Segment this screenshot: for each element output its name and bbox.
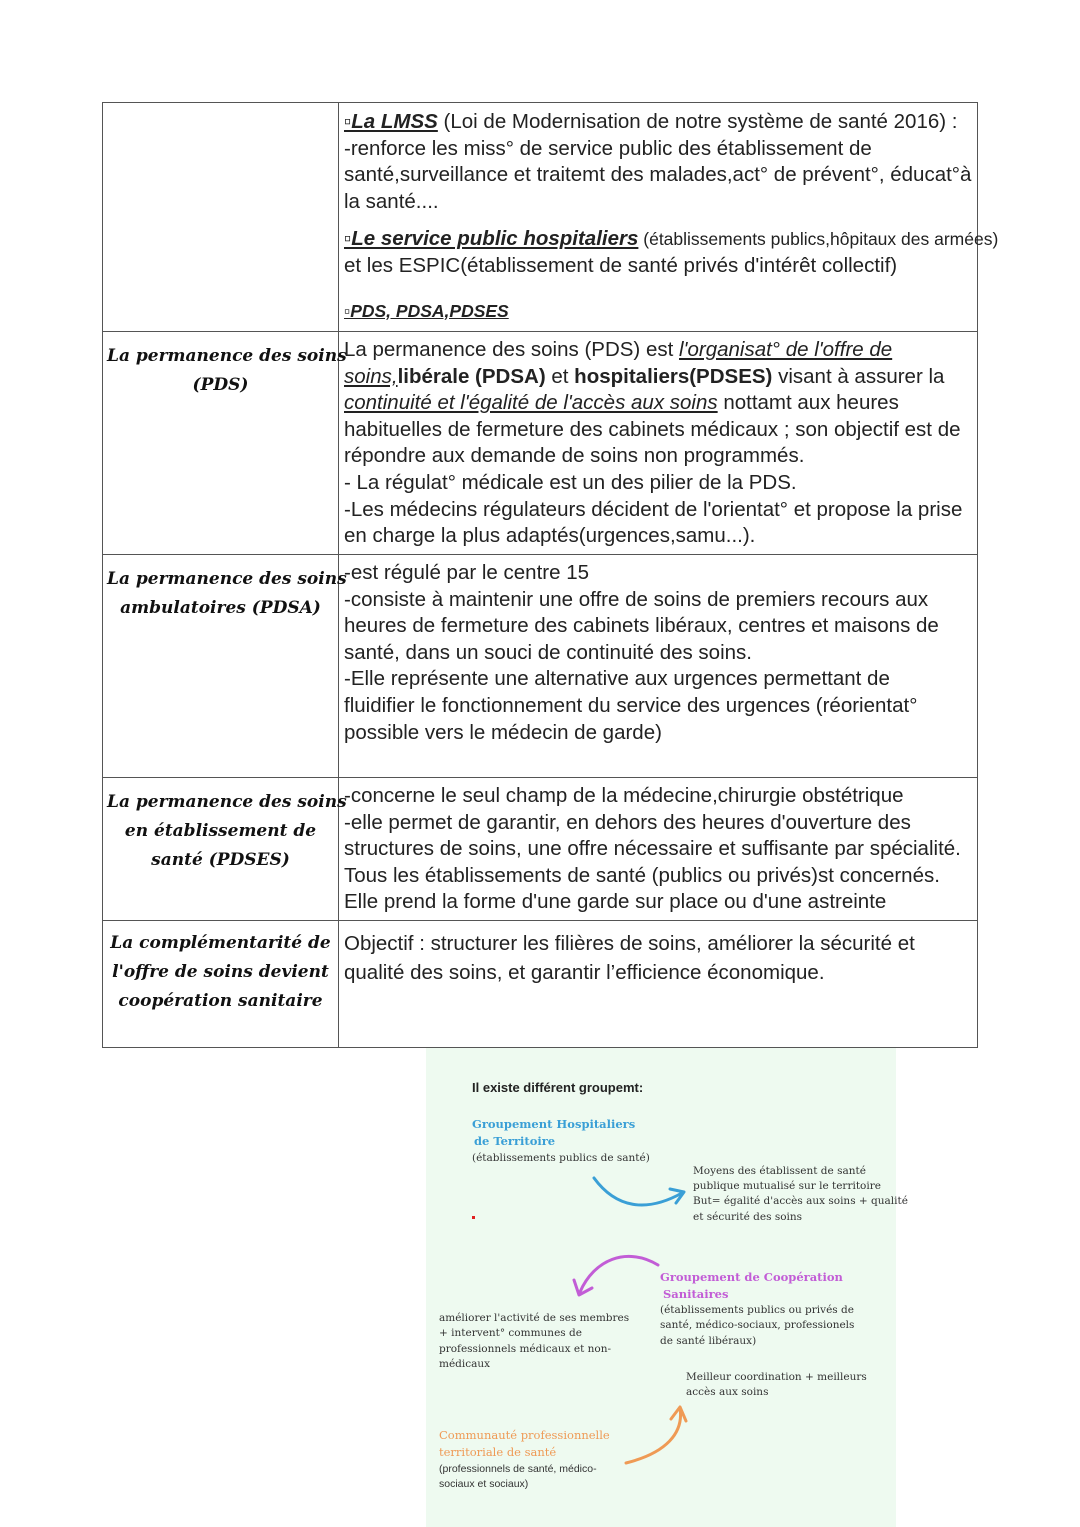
ght-title: de Territoire [474, 1134, 556, 1148]
title-line: coopération sanitaire [118, 991, 323, 1011]
content-line: -concerne le seul champ de la médecine,chirurgie obstétrique [344, 784, 904, 807]
table-row [103, 332, 978, 555]
ght-description: But= égalité d'accès aux soins + qualité [693, 1195, 908, 1207]
content-emphasis: l'organisat° de l'offre de [679, 338, 893, 361]
content-text: visant à assurer la [772, 364, 945, 388]
row-content [339, 778, 978, 921]
content-line: -Elle représente une alternative aux urgences permettant de [344, 667, 890, 691]
title-line: La complémentarité de [110, 933, 331, 953]
row-title-pdsa [103, 555, 347, 778]
lmss-label: ▫La LMSS [344, 110, 438, 133]
content-line: qualité des soins, et garantir l’efficience économique. [344, 961, 825, 984]
gcs-description: améliorer l'activité de ses membres [439, 1312, 630, 1324]
gcs-description: médicaux [439, 1358, 491, 1370]
title-line: (PDS) [192, 375, 249, 395]
table-row [103, 778, 978, 921]
content-line: fluidifier le fonctionnement du service des urgences (réorientat° [344, 693, 918, 717]
content-line: et les ESPIC(établissement de santé privés d'intérêt collectif) [344, 253, 898, 277]
cpts-description: Meilleur coordination + meilleurs [686, 1371, 867, 1383]
content-line: -elle permet de garantir, en dehors des heures d'ouverture des [344, 810, 911, 834]
content-text: et [545, 364, 575, 388]
row-content [339, 103, 999, 332]
content-line: répondre aux demande de soins non programmés. [344, 444, 805, 468]
row-title-cooperation [103, 921, 339, 1048]
groupement-mindmap [426, 1048, 908, 1527]
title-line: La permanence des soins [107, 346, 347, 366]
row-content [339, 332, 978, 555]
content-bold: libérale (PDSA) [397, 364, 546, 388]
content-line: -consiste à maintenir une offre de soins de premiers recours aux [344, 587, 929, 611]
content-line: santé, dans un souci de continuité des soins. [344, 640, 752, 664]
content-text: nottamt aux heures [717, 391, 899, 415]
title-line: l'offre de soins devient [112, 962, 329, 982]
mindmap-heading: Il existe différent groupemt: [472, 1080, 644, 1095]
row-content [339, 555, 978, 778]
content-line: Tous les établissements de santé (publics ou privés)st concernés. [344, 863, 940, 887]
title-line: La permanence des soins [107, 792, 347, 812]
title-line: santé (PDSES) [151, 850, 290, 870]
content-line: Elle prend la forme d'une garde sur place ou d'une astreinte [344, 890, 887, 914]
ght-description: Moyens des établissent de santé [693, 1165, 866, 1177]
sph-label: ▫Le service public hospitaliers [344, 227, 639, 251]
cpts-title: territoriale de santé [439, 1445, 557, 1459]
content-text: La permanence des soins (PDS) est [344, 338, 679, 361]
table-row [103, 555, 978, 778]
content-emphasis: continuité et l'égalité de l'accès aux soins [344, 391, 718, 415]
content-line: habituelles de fermeture des cabinets médicaux ; son objectif est de [344, 417, 961, 441]
gcs-description: professionnels médicaux et non- [439, 1343, 612, 1355]
content-line: la santé.... [344, 189, 439, 213]
orange-arrowhead-icon [671, 1407, 686, 1421]
content-line: Objectif : structurer les filières de soins, améliorer la sécurité et [344, 932, 915, 955]
red-dot-icon [472, 1216, 475, 1219]
content-line: -renforce les miss° de service public des établissement de [344, 136, 872, 160]
content-line: - La régulat° médicale est un des pilier de la PDS. [344, 470, 797, 494]
cpts-title: Communauté professionnelle [439, 1428, 610, 1442]
cpts-description: accès aux soins [686, 1386, 769, 1398]
gcs-subtitle: santé, médico-sociaux, professionels [660, 1319, 855, 1331]
row-title-pds [103, 332, 347, 555]
gcs-subtitle: de santé libéraux) [660, 1335, 757, 1347]
ght-title: Groupement Hospitaliers [472, 1117, 636, 1131]
gcs-description: + intervent° communes de [439, 1327, 582, 1339]
cpts-subtitle: (professionnels de santé, médico- [439, 1463, 597, 1475]
title-line: La permanence des soins [107, 569, 347, 589]
table-row [103, 103, 978, 332]
content-line: santé,surveillance et traitemt des malades,act° de prévent°, éducat°à [344, 163, 972, 187]
content-line: possible vers le médecin de garde) [344, 720, 662, 744]
content-emphasis: soins, [344, 364, 398, 388]
cpts-subtitle: sociaux et sociaux) [439, 1478, 529, 1490]
title-line: ambulatoires (PDSA) [120, 598, 321, 618]
table-row [103, 921, 978, 1048]
ght-description: publique mutualisé sur le territoire [693, 1180, 881, 1192]
sph-text: (établissements publics,hôpitaux des armées) [638, 229, 999, 250]
blue-arrow-icon [594, 1178, 682, 1205]
content-line: -est régulé par le centre 15 [344, 561, 589, 584]
pds-list: ▫PDS, PDSA,PDSES [344, 300, 509, 321]
content-bold: hospitaliers(PDSES) [574, 364, 773, 388]
gcs-title: Sanitaires [663, 1287, 729, 1301]
content-line: -Les médecins régulateurs décident de l'orientat° et propose la prise [344, 497, 963, 521]
content-line: heures de fermeture des cabinets libéraux, centres et maisons de [344, 614, 939, 638]
content-line: structures de soins, une offre nécessaire et suffisante par spécialité. [344, 837, 961, 861]
lmss-text: (Loi de Modernisation de notre système de santé 2016) : [437, 110, 958, 133]
gcs-title: Groupement de Coopération [660, 1270, 843, 1284]
row-title-empty [103, 103, 339, 332]
row-title-pdses [103, 778, 347, 921]
notes-table [102, 102, 999, 1048]
ght-description: et sécurité des soins [693, 1211, 803, 1223]
row-content [339, 921, 978, 1048]
content-line: en charge la plus adaptés(urgences,samu...). [344, 524, 756, 548]
title-line: en établissement de [124, 821, 317, 841]
ght-subtitle: (établissements publics de santé) [472, 1152, 650, 1164]
gcs-subtitle: (établissements publics ou privés de [660, 1304, 854, 1316]
